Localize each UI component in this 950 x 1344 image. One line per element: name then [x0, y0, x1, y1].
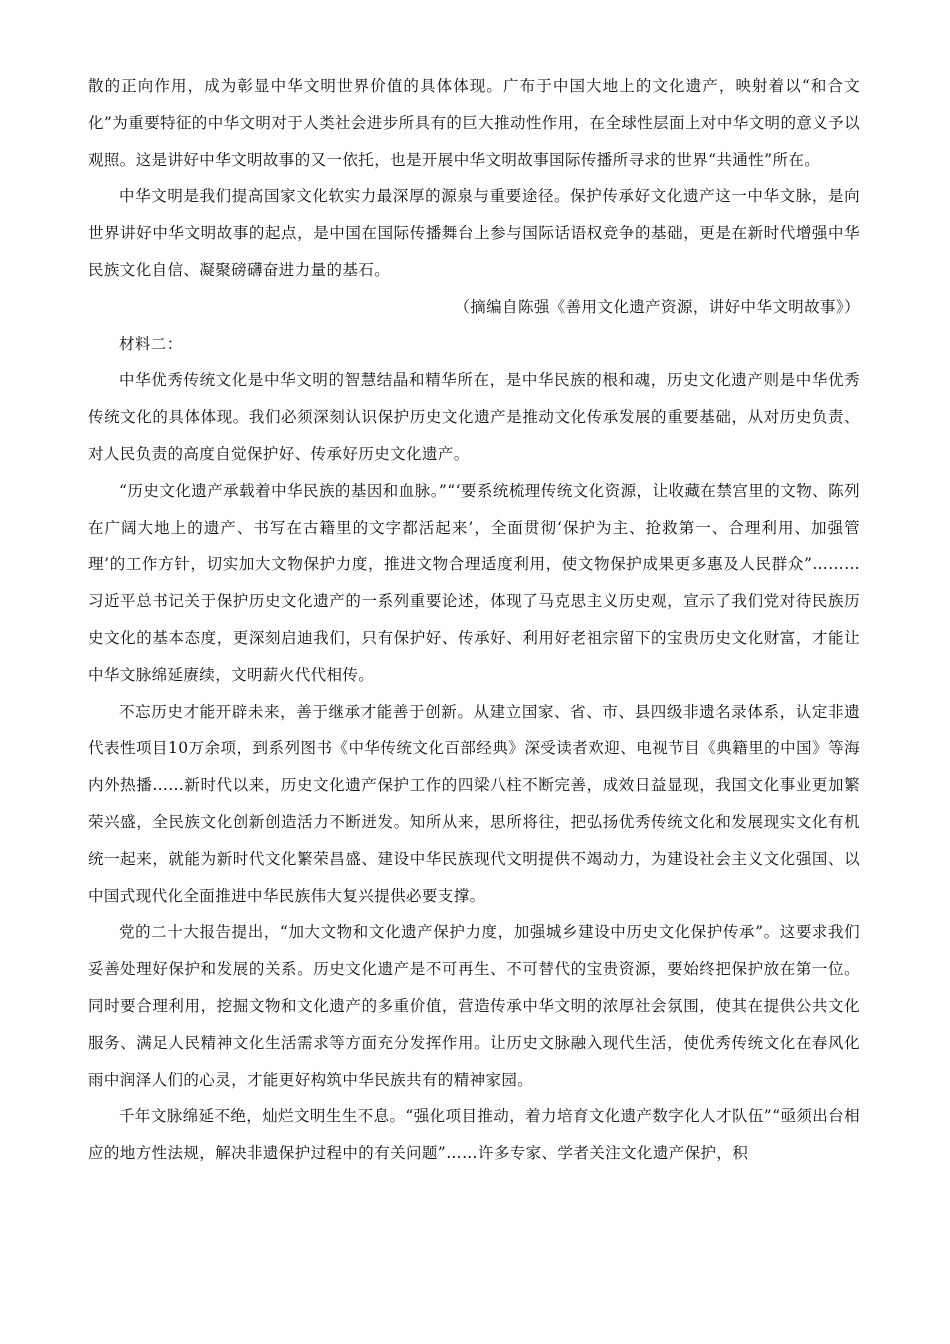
paragraph-continuation: 散的正向作用，成为彰显中华文明世界价值的具体体现。广布于中国大地上的文化遗产，映射着以“和合文化”为重要特征的中华文明对于人类社会进步所具有的巨大推动性作用，在全球性层面上对中华文明的意义予以观照。这是讲好中华文明故事的又一依托，也是开展中华文明故事国际传播所寻求的世界“共通性”所在。 [88, 77, 860, 169]
material-two-heading: 材料二： [119, 334, 183, 353]
paragraph-civilization-soft-power: 中华文明是我们提高国家文化软实力最深厚的源泉与重要途径。保护传承好文化遗产这一中华文脉，是向世界讲好中华文明故事的起点，是中国在国际传播舞台上参与国际话语权竞争的基础，更是在新时代增强中华民族文化自信、凝聚磅礴奋进力量的基石。 [88, 187, 860, 279]
source-citation: （摘编自陈强《善用文化遗产资源，讲好中华文明故事》） [454, 297, 860, 316]
paragraph-history-innovation: 不忘历史才能开辟未来，善于继承才能善于创新。从建立国家、省、市、县四级非遗名录体系，认定非遗代表性项目10万余项，到系列图书《中华传统文化百部经典》深受读者欢迎、电视节目《典籍里的中国》等海内外热播……新时代以来，历史文化遗产保护工作的四梁八柱不断完善，成效日益显现，我国文化事业更加繁荣兴盛，全民族文化创新创造活力不断迸发。知所从来，思所将往，把弘扬优秀传统文化和发展现实文化有机统一起来，就能为新时代文化繁荣昌盛、建设中华民族现代文明提供不竭动力，为建设社会主义文化强国、以中国式现代化全面推进中华民族伟大复兴提供必要支撑。 [88, 702, 860, 905]
paragraph-heritage-quotes: “历史文化遗产承载着中华民族的基因和血脉。”“‘要系统梳理传统文化资源，让收藏在禁宫里的文物、陈列在广阔大地上的遗产、书写在古籍里的文字都活起来’，全面贯彻‘保护为主、抢救第一、合理利用、加强管理’的工作方针，切实加大文物保护力度，推进文物合理适度利用，使文物保护成果更多惠及人民群众”………习近平总书记关于保护历史文化遗产的一系列重要论述，体现了马克思主义历史观，宣示了我们党对待民族历史文化的基本态度，更深刻启迪我们，只有保护好、传承好、利用好老祖宗留下的宝贵历史文化财富，才能让中华文脉绵延赓续，文明薪火代代相传。 [88, 481, 860, 684]
paragraph-twentieth-congress: 党的二十大报告提出，“加大文物和文化遗产保护力度，加强城乡建设中历史文化保护传承”。这要求我们妥善处理好保护和发展的关系。历史文化遗产是不可再生、不可替代的宝贵资源，要始终把保护放在第一位。同时要合理利用，挖掘文物和文化遗产的多重价值，营造传承中华文明的浓厚社会氛围，使其在提供公共文化服务、满足人民精神文化生活需求等方面充分发挥作用。让历史文脉融入现代生活，使优秀传统文化在春风化雨中润泽人们的心灵，才能更好构筑中华民族共有的精神家园。 [88, 923, 860, 1089]
paragraph-millennium-culture: 千年文脉绵延不绝，灿烂文明生生不息。“强化项目推动，着力培育文化遗产数字化人才队伍”“亟须出台相应的地方性法规，解决非遗保护过程中的有关问题”……许多专家、学者关注文化遗产保护，积 [88, 1107, 860, 1163]
paragraph-traditional-culture: 中华优秀传统文化是中华文明的智慧结晶和精华所在，是中华民族的根和魂，历史文化遗产则是中华优秀传统文化的具体体现。我们必须深刻认识保护历史文化遗产是推动文化传承发展的重要基础，从对历史负责、对人民负责的高度自觉保护好、传承好历史文化遗产。 [88, 371, 860, 463]
